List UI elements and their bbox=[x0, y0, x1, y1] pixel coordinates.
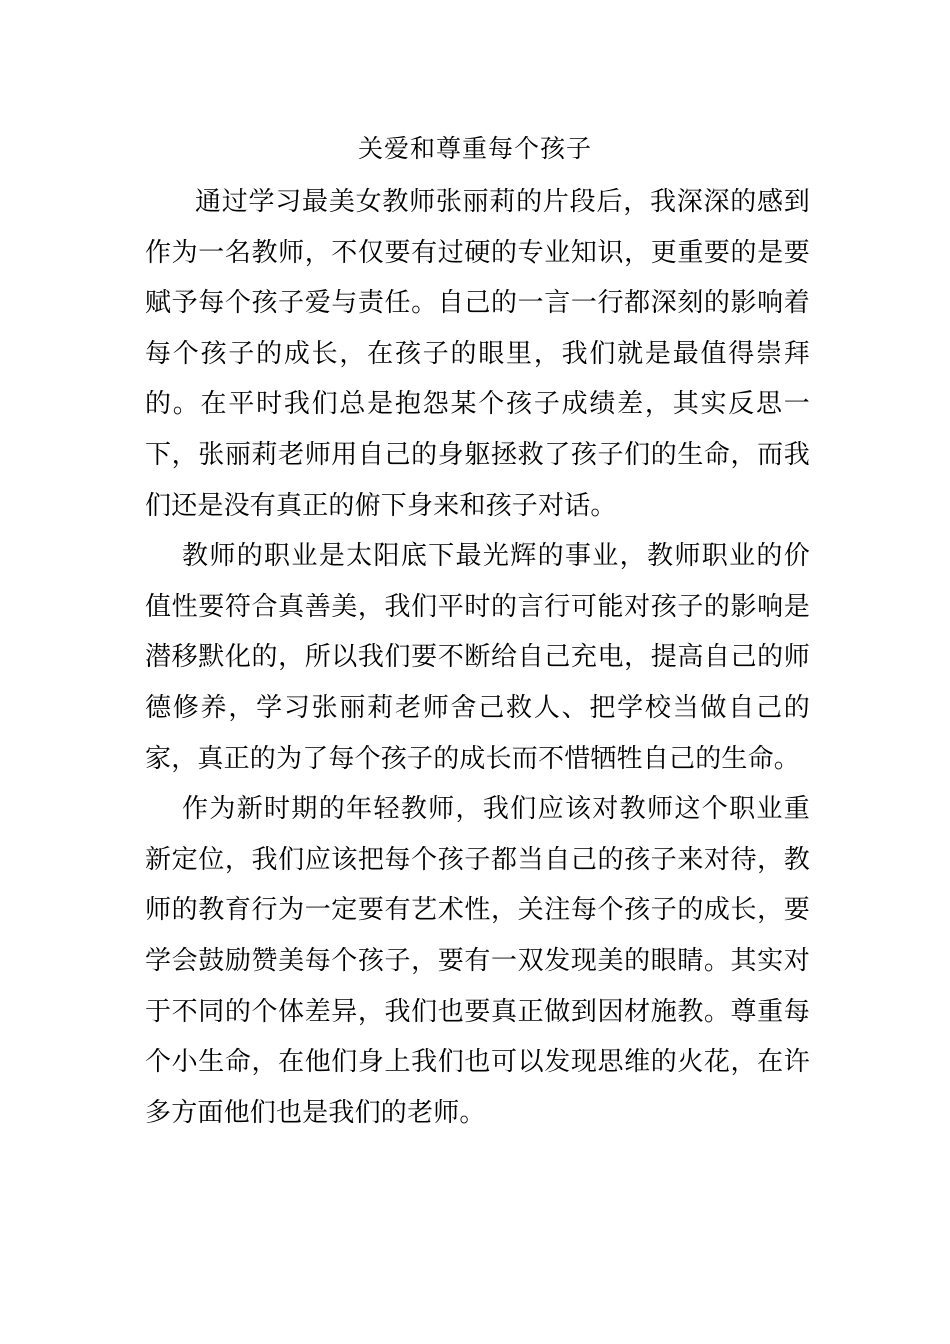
paragraph-3: 作为新时期的年轻教师，我们应该对教师这个职业重新定位，我们应该把每个孩子都当自己的孩子来对待，教师的教育行为一定要有艺术性，关注每个孩子的成长，要学会鼓励赞美每个孩子，要有一双发现美的眼睛。其实对于不同的个体差异，我们也要真正做到因材施教。尊重每个小生命，在他们身上我们也可以发现思维的火花，在许多方面他们也是我们的老师。 bbox=[145, 794, 810, 1128]
paragraph-1: 通过学习最美女教师张丽莉的片段后，我深深的感到作为一名教师，不仅要有过硬的专业知识，更重要的是要赋予每个孩子爱与责任。自己的一言一行都深刻的影响着每个孩子的成长，在孩子的眼里，我们就是最值得崇拜的。在平时我们总是抱怨某个孩子成绩差，其实反思一下，张丽莉老师用自己的身躯拯救了孩子们的生命，而我们还是没有真正的俯下身来和孩子对话。 bbox=[145, 187, 810, 521]
document-title: 关爱和尊重每个孩子 bbox=[357, 134, 592, 163]
document-body bbox=[145, 177, 810, 1138]
paragraph-2: 教师的职业是太阳底下最光辉的事业，教师职业的价值性要符合真善美，我们平时的言行可能对孩子的影响是潜移默化的，所以我们要不断给自己充电，提高自己的师德修养，学习张丽莉老师舍己救人、把学校当做自己的家，真正的为了每个孩子的成长而不惜牺牲自己的生命。 bbox=[145, 541, 810, 774]
